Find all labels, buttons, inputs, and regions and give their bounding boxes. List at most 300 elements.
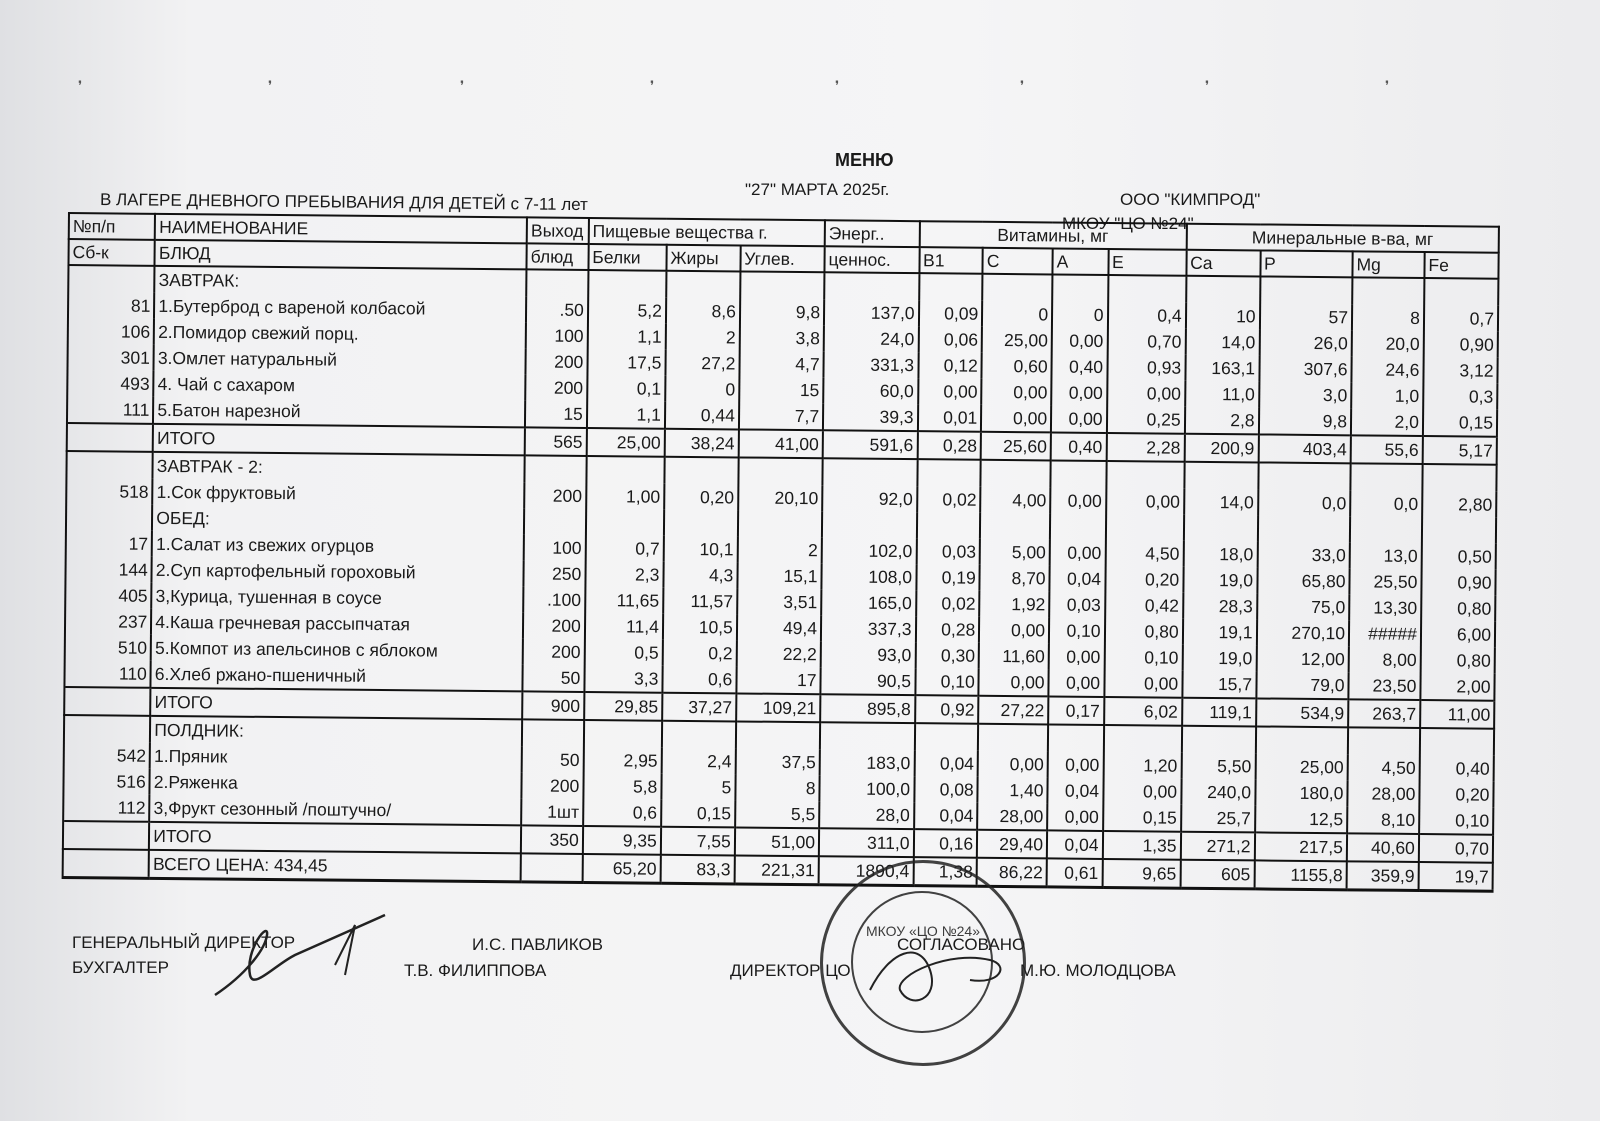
cell-fe: 19,7 — [1418, 862, 1492, 891]
general-director-name: И.С. ПАВЛИКОВ — [472, 935, 604, 954]
cell-fat: 4,3 — [663, 562, 737, 589]
cell-protein: 11,65 — [585, 587, 663, 614]
cell-energy: 337,3 — [821, 615, 916, 642]
scan-mark: ❜ — [460, 78, 465, 93]
empty-cell — [736, 721, 821, 749]
cell-protein: 11,4 — [585, 613, 663, 640]
empty-cell — [662, 721, 736, 749]
cell-p: 12,5 — [1255, 805, 1348, 833]
cell-mg: 359,9 — [1347, 861, 1419, 890]
empty-cell — [1258, 462, 1351, 490]
section-title: ЗАВТРАК - 2: — [153, 452, 525, 483]
col-header-nutrients: Пищевые вещества г. — [588, 218, 825, 246]
empty-cell — [524, 508, 586, 535]
empty-cell — [980, 513, 1050, 540]
cell-a: 0,00 — [1052, 327, 1108, 354]
cell-fat: 5 — [661, 774, 735, 801]
cell-mg: 40,60 — [1347, 833, 1419, 862]
col-header-protein: Белки — [588, 244, 666, 271]
cell-fe: 0,90 — [1421, 569, 1495, 596]
cell-p: 307,6 — [1259, 355, 1352, 382]
empty-cell — [820, 722, 915, 750]
cell-protein: 9,35 — [583, 826, 661, 855]
empty-cell — [1260, 276, 1353, 304]
scan-mark: ❜ — [1020, 78, 1025, 93]
section-title: ОБЕД: — [152, 505, 524, 535]
cell-num: 144 — [65, 556, 152, 583]
cell-name: 1.Бутерброд с вареной колбасой — [154, 293, 526, 323]
cell-p: 3,0 — [1259, 381, 1352, 408]
cell-e: 0,93 — [1107, 354, 1185, 381]
cell-c: 28,00 — [977, 803, 1047, 831]
cell-ca: 240,0 — [1181, 779, 1255, 806]
empty-cell — [1184, 462, 1258, 490]
cell-energy: 100,0 — [819, 775, 914, 802]
cell-fe: 0,70 — [1419, 834, 1493, 863]
cell-c: 0,00 — [979, 617, 1049, 644]
cell-fe: 2,80 — [1422, 491, 1496, 518]
menu-body — [63, 265, 1499, 891]
cell-energy: 331,3 — [823, 351, 918, 378]
cell-b1: 1,38 — [913, 857, 977, 886]
cell-protein: 0,7 — [585, 535, 663, 562]
cell-num — [63, 849, 150, 878]
cell-ca: 271,2 — [1180, 832, 1254, 861]
empty-cell — [1348, 727, 1420, 755]
cell-yield — [521, 853, 583, 882]
cell-ca: 10 — [1186, 303, 1260, 330]
col-header-ca: Ca — [1186, 250, 1260, 277]
cell-b1: 0,08 — [914, 776, 978, 803]
cell-name: 5.Батон нарезной — [153, 397, 525, 428]
cell-a: 0,40 — [1051, 432, 1107, 461]
cell-num — [63, 821, 150, 850]
cell-protein: 0,5 — [584, 639, 662, 666]
cell-c: 4,00 — [980, 487, 1050, 514]
cell-fe: 0,90 — [1424, 331, 1498, 358]
cell-name: ИТОГО — [153, 424, 525, 456]
cell-fat: 0,15 — [661, 800, 735, 828]
cell-mg: 4,50 — [1348, 754, 1420, 781]
cell-name: ВСЕГО ЦЕНА: 434,45 — [149, 850, 521, 882]
cell-mg: 8 — [1352, 304, 1424, 331]
empty-cell — [1420, 728, 1494, 756]
cell-energy: 39,3 — [823, 403, 918, 431]
empty-cell — [1181, 726, 1255, 754]
empty-cell — [1048, 724, 1104, 752]
cell-carbs: 3,51 — [737, 588, 821, 615]
cell-energy: 93,0 — [821, 641, 916, 668]
cell-name: 1.Салат из свежих огурцов — [152, 531, 524, 561]
cell-yield: 200 — [522, 772, 584, 799]
cell-c: 11,60 — [979, 643, 1049, 670]
cell-carbs: 15 — [739, 376, 823, 403]
cell-a: 0,40 — [1052, 353, 1108, 380]
cell-name: ИТОГО — [150, 688, 522, 720]
cell-carbs: 5,5 — [735, 800, 820, 828]
cell-name: 3.Омлет натуральный — [154, 345, 526, 375]
cell-fat: 10,1 — [663, 536, 737, 563]
cell-yield: 900 — [522, 691, 584, 720]
cell-carbs: 8 — [735, 774, 819, 801]
cell-name: 1.Сок фруктовый — [152, 479, 524, 509]
cell-name: 1.Пряник — [150, 743, 522, 773]
cell-c: 0,00 — [981, 405, 1051, 433]
cell-p: 75,0 — [1257, 593, 1350, 620]
cell-mg: 13,30 — [1349, 594, 1421, 621]
cell-fat: 27,2 — [665, 350, 739, 377]
cell-a: 0,04 — [1047, 777, 1103, 804]
empty-cell — [1255, 726, 1348, 754]
cell-num: 516 — [63, 768, 150, 795]
cell-c: 29,40 — [977, 830, 1047, 859]
cell-ca: 2,8 — [1185, 407, 1259, 435]
empty-cell — [1422, 517, 1496, 544]
empty-cell — [917, 459, 981, 487]
cell-fat: 10,5 — [663, 614, 737, 641]
cell-p: 9,8 — [1258, 407, 1351, 435]
cell-num: 110 — [64, 660, 151, 688]
cell-p: 270,10 — [1256, 619, 1349, 646]
menu-table — [62, 212, 1500, 893]
cell-protein: 5,2 — [588, 297, 666, 324]
cell-e: 6,02 — [1104, 697, 1182, 726]
empty-cell — [919, 273, 983, 301]
cell-name: 3,Курица, тушенная в соусе — [151, 583, 523, 613]
empty-cell — [738, 457, 823, 485]
cell-b1: 0,00 — [918, 378, 982, 405]
handwritten-signature-2 — [860, 930, 1020, 1020]
cell-yield: 565 — [525, 427, 587, 456]
cell-fat: 0,20 — [664, 484, 738, 511]
cell-energy: 165,0 — [821, 589, 916, 616]
cell-fe: 0,15 — [1423, 409, 1497, 437]
cell-fat: 0,6 — [662, 666, 736, 694]
cell-mg: 23,50 — [1348, 672, 1420, 700]
cell-num: 493 — [67, 370, 154, 397]
cell-ca: 605 — [1180, 860, 1254, 889]
cell-fe: 0,3 — [1423, 383, 1497, 410]
cell-e: 0,00 — [1103, 778, 1181, 805]
cell-protein: 2,3 — [585, 561, 663, 588]
cell-b1: 0,04 — [914, 802, 978, 830]
empty-cell — [522, 719, 584, 747]
cell-p: 57 — [1259, 303, 1352, 330]
cell-c: 0,60 — [982, 353, 1052, 380]
cell-mg: 28,00 — [1347, 780, 1419, 807]
cell-ca: 15,7 — [1182, 671, 1256, 699]
cell-name: ИТОГО — [149, 822, 521, 854]
cell-mg: 263,7 — [1348, 699, 1420, 728]
cell-b1: 0,01 — [917, 404, 981, 432]
general-director-label: ГЕНЕРАЛЬНЫЙ ДИРЕКТОР — [72, 933, 296, 952]
cell-c: 8,70 — [980, 565, 1050, 592]
cell-mg: 0,0 — [1350, 490, 1422, 517]
cell-p: 12,00 — [1256, 645, 1349, 672]
empty-cell — [666, 271, 740, 299]
cell-mg: 8,10 — [1347, 806, 1419, 834]
cell-carbs: 109,21 — [736, 693, 821, 722]
cell-energy: 90,5 — [820, 667, 915, 695]
cell-protein: 0,1 — [587, 375, 665, 402]
cell-num: 17 — [66, 530, 153, 557]
supplier-name: ООО "КИМПРОД" — [1120, 190, 1261, 209]
cell-carbs: 4,7 — [739, 350, 823, 377]
col-header-c: C — [983, 248, 1053, 275]
cell-b1: 0,09 — [918, 300, 982, 327]
scan-mark: ❜ — [1385, 78, 1390, 93]
col-header-p: P — [1260, 250, 1353, 277]
cell-ca: 14,0 — [1184, 489, 1258, 516]
cell-b1: 0,28 — [917, 431, 981, 460]
cell-fe: 2,00 — [1420, 673, 1494, 701]
cell-carbs: 22,2 — [736, 640, 820, 667]
cell-yield: .100 — [523, 586, 585, 613]
cell-c: 1,40 — [978, 777, 1048, 804]
empty-cell — [64, 715, 151, 743]
director-label: ДИРЕКТОР ЦО — [730, 961, 851, 980]
cell-ca: 19,0 — [1183, 567, 1257, 594]
accountant-name: Т.В. ФИЛИППОВА — [404, 961, 547, 980]
cell-fat: 2,4 — [661, 748, 735, 775]
cell-yield: 350 — [521, 825, 583, 854]
empty-cell — [1050, 513, 1106, 540]
cell-a: 0,00 — [1049, 643, 1105, 670]
cell-protein: 17,5 — [587, 349, 665, 376]
cell-energy: 108,0 — [821, 563, 916, 590]
empty-cell — [586, 509, 664, 536]
cell-yield: .50 — [526, 296, 588, 323]
cell-mg: 24,6 — [1351, 356, 1423, 383]
cell-fat: 7,55 — [661, 827, 735, 856]
cell-carbs: 15,1 — [737, 562, 821, 589]
cell-yield: 200 — [523, 638, 585, 665]
empty-cell — [1183, 515, 1257, 542]
cell-yield: 50 — [522, 746, 584, 773]
empty-cell — [981, 460, 1051, 488]
cell-protein: 65,20 — [582, 854, 660, 883]
cell-p: 217,5 — [1254, 832, 1347, 861]
cell-e: 0,00 — [1107, 380, 1185, 407]
cell-fe: 0,50 — [1422, 543, 1496, 570]
empty-cell — [738, 510, 822, 537]
cell-fat: 0,2 — [663, 640, 737, 667]
cell-fe: 6,00 — [1421, 621, 1495, 648]
cell-p: 0,0 — [1258, 489, 1351, 516]
empty-cell — [822, 458, 917, 486]
cell-carbs: 41,00 — [738, 429, 823, 458]
cell-mg: 20,0 — [1352, 330, 1424, 357]
empty-cell — [1350, 516, 1422, 543]
col-header-num: №п/п — [69, 213, 156, 240]
accountant-label: БУХГАЛТЕР — [72, 958, 169, 977]
col-header-minerals: Минеральные в-ва, мг — [1186, 224, 1499, 253]
cell-energy: 137,0 — [824, 299, 919, 326]
cell-b1: 0,92 — [915, 695, 979, 724]
empty-cell — [588, 270, 666, 298]
cell-energy: 24,0 — [824, 325, 919, 352]
school-name: МКОУ "ЦО №24" — [1062, 214, 1194, 233]
empty-cell — [982, 274, 1052, 302]
menu-date: "27" МАРТА 2025г. — [745, 180, 890, 199]
cell-c: 25,60 — [981, 432, 1051, 461]
cell-name: 3,Фрукт сезонный /поштучно/ — [149, 795, 521, 826]
empty-cell — [1105, 514, 1183, 541]
cell-p: 65,80 — [1257, 567, 1350, 594]
col-header-sbk: Сб-к — [68, 239, 155, 266]
cell-b1: 0,06 — [918, 326, 982, 353]
cell-num — [64, 687, 151, 716]
cell-a: 0,10 — [1049, 617, 1105, 644]
cell-a: 0,00 — [1050, 487, 1106, 514]
document-title: МЕНЮ — [835, 150, 894, 170]
empty-cell — [525, 455, 587, 483]
cell-name: 2.Ряженка — [150, 769, 522, 799]
col-header-b1: B1 — [919, 247, 983, 274]
col-header-energy: Энерг.. — [825, 220, 920, 247]
cell-protein: 1,1 — [587, 401, 665, 429]
cell-carbs: 3,8 — [739, 324, 823, 351]
cell-a: 0,00 — [1048, 751, 1104, 778]
cell-fat: 38,24 — [665, 429, 739, 458]
cell-mg: 1,0 — [1351, 382, 1423, 409]
cell-carbs: 49,4 — [737, 614, 821, 641]
cell-mg: 55,6 — [1351, 435, 1423, 464]
cell-e: 0,00 — [1104, 670, 1182, 698]
cell-num: 81 — [68, 292, 155, 319]
cell-c: 5,00 — [980, 539, 1050, 566]
cell-carbs: 9,8 — [740, 298, 824, 325]
cell-p: 25,00 — [1255, 753, 1348, 780]
col-header-yield-2: блюд — [527, 243, 589, 270]
cell-e: 0,70 — [1107, 328, 1185, 355]
cell-e: 0,15 — [1103, 804, 1181, 832]
cell-num — [67, 423, 154, 452]
empty-cell — [916, 512, 980, 539]
cell-protein: 1,1 — [587, 323, 665, 350]
cell-fe: 0,7 — [1424, 305, 1498, 332]
col-header-dishes: БЛЮД — [155, 240, 527, 270]
cell-a: 0,61 — [1047, 858, 1103, 887]
cell-name: 5.Компот из апельсинов с яблоком — [151, 635, 523, 665]
cell-energy: 591,6 — [823, 430, 918, 459]
cell-b1: 0,02 — [917, 486, 981, 513]
cell-mg: 8,00 — [1349, 646, 1421, 673]
empty-cell — [824, 272, 919, 300]
cell-energy: 60,0 — [823, 377, 918, 404]
cell-energy: 102,0 — [822, 537, 917, 564]
handwritten-signature-1 — [205, 905, 415, 1015]
empty-cell — [66, 451, 153, 479]
cell-energy: 895,8 — [820, 694, 915, 723]
cell-e: 1,35 — [1102, 831, 1180, 860]
cell-carbs: 51,00 — [735, 827, 820, 856]
cell-energy: 28,0 — [819, 801, 914, 829]
cell-a: 0 — [1052, 301, 1108, 328]
cell-energy: 311,0 — [819, 828, 914, 857]
cell-mg: 2,0 — [1351, 408, 1423, 436]
section-title: ЗАВТРАК: — [155, 266, 527, 297]
cell-name: 2.Суп картофельный гороховый — [152, 557, 524, 587]
cell-c: 25,00 — [982, 327, 1052, 354]
col-header-fat: Жиры — [666, 245, 740, 272]
section-title: ПОЛДНИК: — [150, 716, 522, 747]
cell-yield: 250 — [524, 560, 586, 587]
col-header-mg: Mg — [1352, 251, 1424, 278]
cell-yield: 50 — [523, 664, 585, 692]
cell-c: 0,00 — [978, 751, 1048, 778]
cell-mg: ##### — [1349, 620, 1421, 647]
empty-cell — [526, 269, 588, 297]
cell-b1: 0,19 — [916, 564, 980, 591]
col-header-yield: Выход — [527, 217, 589, 244]
cell-carbs: 20,10 — [738, 484, 822, 511]
cell-e: 0,4 — [1107, 302, 1185, 329]
cell-fat: 83,3 — [660, 855, 734, 884]
cell-b1: 0,12 — [918, 352, 982, 379]
cell-p: 534,9 — [1256, 698, 1349, 727]
cell-a: 0,00 — [1047, 803, 1103, 831]
cell-fat: 0 — [665, 376, 739, 403]
cell-c: 27,22 — [978, 696, 1048, 725]
cell-yield: 200 — [523, 612, 585, 639]
cell-protein: 2,95 — [583, 747, 661, 774]
cell-b1: 0,28 — [915, 616, 979, 643]
cell-c: 0,00 — [979, 669, 1049, 697]
cell-num: 301 — [67, 344, 154, 371]
cell-carbs: 37,5 — [735, 748, 819, 775]
empty-cell — [68, 265, 155, 293]
cell-p: 79,0 — [1256, 671, 1349, 699]
cell-c: 1,92 — [979, 591, 1049, 618]
cell-fe: 11,00 — [1420, 700, 1494, 729]
cell-b1: 0,10 — [915, 668, 979, 696]
cell-e: 0,00 — [1106, 488, 1184, 515]
cell-c: 86,22 — [977, 858, 1047, 887]
cell-ca: 5,50 — [1181, 753, 1255, 780]
cell-name: 4. Чай с сахаром — [154, 371, 526, 401]
cell-carbs: 7,7 — [739, 402, 824, 430]
cell-protein: 25,00 — [586, 428, 664, 457]
scan-mark: ❜ — [78, 78, 83, 93]
empty-cell — [822, 511, 917, 538]
empty-cell — [664, 457, 738, 485]
empty-cell — [914, 723, 978, 751]
cell-num: 405 — [65, 582, 152, 609]
cell-p: 180,0 — [1255, 779, 1348, 806]
cell-fat: 0,44 — [665, 402, 739, 430]
empty-cell — [1106, 461, 1184, 489]
empty-cell — [1050, 460, 1106, 488]
cell-num: 510 — [65, 634, 152, 661]
col-header-a: A — [1053, 248, 1109, 275]
cell-ca: 25,7 — [1181, 805, 1255, 833]
cell-c: 0 — [982, 301, 1052, 328]
cell-name: 2.Помидор свежий порц. — [154, 319, 526, 349]
cell-yield: 100 — [526, 322, 588, 349]
menu-subtitle: В ЛАГЕРЕ ДНЕВНОГО ПРЕБЫВАНИЯ ДЛЯ ДЕТЕЙ с 7-11 лет — [99, 190, 588, 215]
empty-cell — [664, 510, 738, 537]
cell-a: 0,00 — [1050, 539, 1106, 566]
col-header-vitamins: Витамины, мг — [919, 221, 1186, 250]
col-header-fe: Fe — [1424, 252, 1498, 279]
cell-a: 0,00 — [1051, 405, 1107, 433]
cell-a: 0,00 — [1051, 379, 1107, 406]
col-header-name: НАИМЕНОВАНИЕ — [155, 214, 527, 244]
cell-ca: 200,9 — [1184, 434, 1258, 463]
cell-e: 0,20 — [1105, 566, 1183, 593]
empty-cell — [740, 271, 825, 299]
